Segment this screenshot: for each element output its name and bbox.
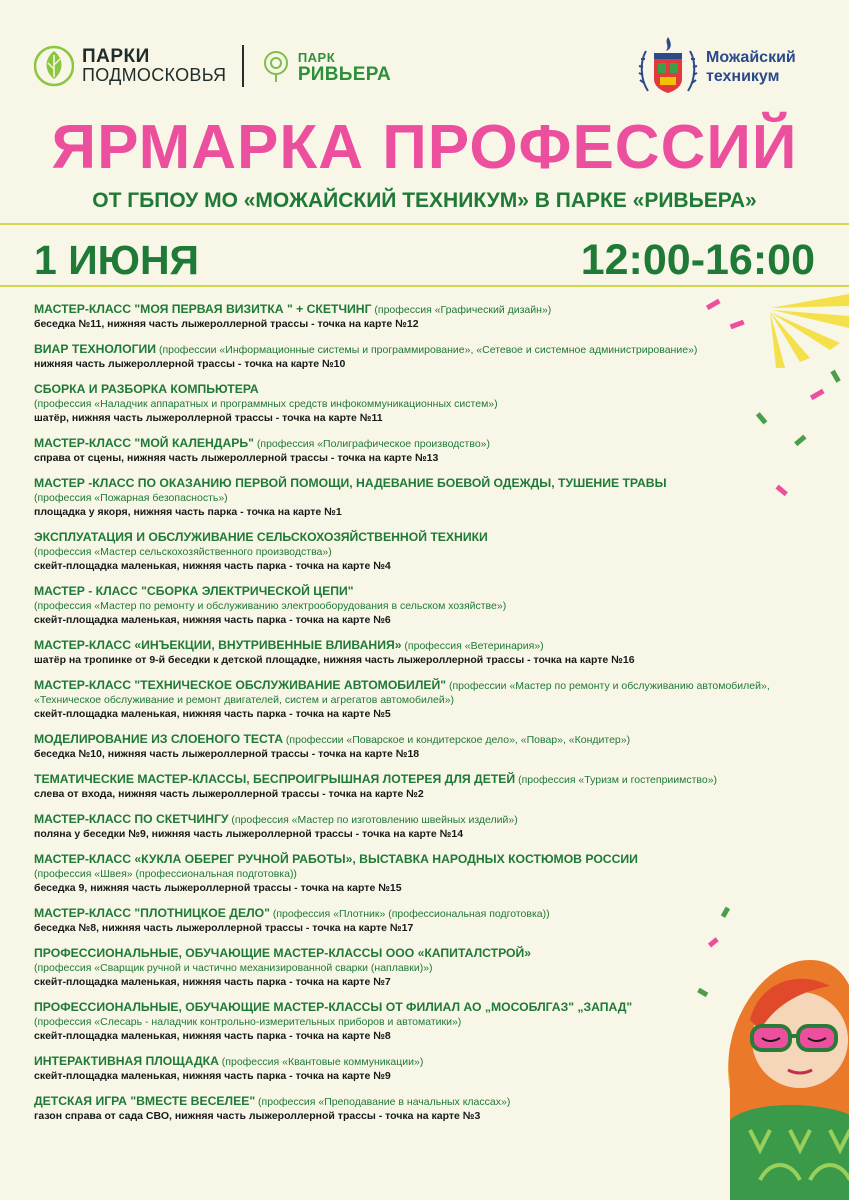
event-title: МАСТЕР -КЛАСС ПО ОКАЗАНИЮ ПЕРВОЙ ПОМОЩИ, НАДЕВАНИЕ БОЕВОЙ ОДЕЖДЫ, ТУШЕНИЕ ТРАВЫ	[34, 476, 667, 490]
event-title: ТЕМАТИЧЕСКИЕ МАСТЕР-КЛАССЫ, БЕСПРОИГРЫШНАЯ ЛОТЕРЕЯ ДЛЯ ДЕТЕЙ	[34, 772, 516, 786]
event-location: скейт-площадка маленькая, нижняя часть парка - точка на карте №8	[34, 1030, 391, 1042]
event-profession-line: (профессия «Пожарная безопасность»)	[34, 492, 228, 504]
event-heading	[34, 302, 834, 317]
event-profession: (профессия «Туризм и гостеприимство»)	[515, 774, 718, 786]
event-location: площадка у якоря, нижняя часть парка - точка на карте №1	[34, 506, 342, 518]
event-heading	[34, 1094, 834, 1109]
event-location: справа от сцены, нижняя часть лыжероллерной трассы - точка на карте №13	[34, 452, 439, 464]
event-heading	[34, 638, 834, 653]
event-title: ВИАР ТЕХНОЛОГИИ	[34, 342, 157, 356]
event-item	[34, 1000, 834, 1043]
event-location: скейт-площадка маленькая, нижняя часть парка - точка на карте №4	[34, 560, 391, 572]
event-profession-line: «Техническое обслуживание и ремонт двигателей, систем и агрегатов автомобилей»)	[34, 694, 455, 706]
divider-bottom	[0, 285, 849, 287]
park-riviera-logo	[260, 49, 391, 83]
event-heading	[34, 946, 834, 961]
event-item	[34, 732, 834, 761]
event-item	[34, 584, 834, 627]
event-date: 1 ИЮНЯ	[34, 237, 200, 283]
event-title: МАСТЕР-КЛАСС "МОЯ ПЕРВАЯ ВИЗИТКА " + СКЕТЧИНГ	[34, 302, 372, 316]
event-heading	[34, 812, 834, 827]
event-title: ПРОФЕССИОНАЛЬНЫЕ, ОБУЧАЮЩИЕ МАСТЕР-КЛАССЫ ОТ ФИЛИАЛ АО „МОСОБЛГАЗ" „ЗАПАД"	[34, 1000, 633, 1014]
event-item	[34, 436, 834, 465]
event-profession: (профессия «Плотник» (профессиональная подготовка))	[269, 908, 550, 920]
event-location: поляна у беседки №9, нижняя часть лыжероллерной трассы - точка на карте №14	[34, 828, 464, 840]
event-profession-line: (профессия «Слесарь - наладчик контрольно-измерительных приборов и автоматики»)	[34, 1016, 462, 1028]
event-item	[34, 852, 834, 895]
event-profession: (профессия «Ветеринария»)	[401, 640, 544, 652]
event-item	[34, 476, 834, 519]
event-item	[34, 812, 834, 841]
event-location: беседка 9, нижняя часть лыжероллерной трассы - точка на карте №15	[34, 882, 402, 894]
event-location: газон справа от сада СВО, нижняя часть лыжероллерной трассы - точка на карте №3	[34, 1110, 481, 1122]
parki-line2: ПОДМОСКОВЬЯ	[82, 65, 227, 85]
event-heading	[34, 436, 834, 451]
event-profession-line: (профессия «Наладчик аппаратных и программных средств инфокоммуникационных систем»)	[34, 398, 498, 410]
event-title: МАСТЕР-КЛАСС "МОЙ КАЛЕНДАРЬ"	[34, 436, 254, 450]
event-location: скейт-площадка маленькая, нижняя часть парка - точка на карте №7	[34, 976, 391, 988]
event-profession: (профессия «Полиграфическое производство»)	[253, 438, 490, 450]
event-profession: (профессии «Поварское и кондитерское дело», «Повар», «Кондитер»)	[283, 734, 631, 746]
event-time: 12:00-16:00	[580, 236, 815, 284]
event-title: ЭКСПЛУАТАЦИЯ И ОБСЛУЖИВАНИЕ СЕЛЬСКОХОЗЯЙСТВЕННОЙ ТЕХНИКИ	[34, 530, 488, 544]
event-title: ПРОФЕССИОНАЛЬНЫЕ, ОБУЧАЮЩИЕ МАСТЕР-КЛАССЫ ООО «КАПИТАЛСТРОЙ»	[34, 946, 532, 960]
event-heading	[34, 476, 834, 491]
event-title: МАСТЕР-КЛАСС «ИНЪЕКЦИИ, ВНУТРИВЕННЫЕ ВЛИВАНИЯ»	[34, 638, 402, 652]
mozh-line2: техникум	[706, 68, 780, 85]
divider-top	[0, 223, 849, 225]
event-item	[34, 1054, 834, 1083]
event-location: слева от входа, нижняя часть лыжероллерной трассы - точка на карте №2	[34, 788, 424, 800]
event-profession: (профессия «Графический дизайн»)	[371, 304, 552, 316]
event-location: скейт-площадка маленькая, нижняя часть парка - точка на карте №9	[34, 1070, 391, 1082]
tree-icon	[260, 49, 292, 83]
event-item	[34, 946, 834, 989]
event-item	[34, 638, 834, 667]
page-subtitle: ОТ ГБПОУ МО «МОЖАЙСКИЙ ТЕХНИКУМ» В ПАРКЕ «РИВЬЕРА»	[92, 189, 757, 212]
logo-divider	[242, 45, 244, 87]
event-profession-line: (профессия «Швея» (профессиональная подготовка))	[34, 868, 297, 880]
event-title: МОДЕЛИРОВАНИЕ ИЗ СЛОЕНОГО ТЕСТА	[34, 732, 283, 746]
event-heading	[34, 852, 834, 867]
riviera-line2: РИВЬЕРА	[297, 64, 392, 85]
event-profession: (профессия «Мастер по изготовлению швейных изделий»)	[228, 814, 518, 826]
event-title: ДЕТСКАЯ ИГРА "ВМЕСТЕ ВЕСЕЛЕЕ"	[34, 1094, 256, 1108]
event-heading	[34, 732, 834, 747]
event-profession-line: (профессия «Сварщик ручной и частично механизированной сварки (наплавки)»)	[34, 962, 433, 974]
event-heading	[34, 342, 834, 357]
mozh-line1: Можайский	[706, 49, 796, 66]
event-item	[34, 530, 834, 573]
event-item	[34, 678, 834, 721]
event-profession: (профессии «Мастер по ремонту и обслуживанию автомобилей»,	[446, 680, 770, 692]
event-profession-line: (профессия «Мастер сельскохозяйственного производства»)	[34, 546, 332, 558]
technikum-emblem-icon	[636, 33, 700, 101]
event-item	[34, 382, 834, 425]
parki-podmoskovya-logo	[34, 45, 226, 87]
mozhaisky-technikum-logo	[636, 33, 796, 101]
partner-logos	[34, 38, 391, 94]
event-profession: (профессия «Преподавание в начальных классах»)	[255, 1096, 511, 1108]
event-profession-line: (профессия «Мастер по ремонту и обслуживанию электрооборудования в сельском хозяйстве»)	[34, 600, 507, 612]
riviera-line1: ПАРК	[297, 50, 336, 65]
event-title: МАСТЕР-КЛАСС "ПЛОТНИЦКОЕ ДЕЛО"	[34, 906, 270, 920]
event-item	[34, 342, 834, 371]
event-heading	[34, 906, 834, 921]
parki-line1: ПАРКИ	[82, 46, 150, 67]
event-title: МАСТЕР-КЛАСС ПО СКЕТЧИНГУ	[34, 812, 229, 826]
event-item	[34, 302, 834, 331]
event-item	[34, 772, 834, 801]
event-title: МАСТЕР-КЛАСС «КУКЛА ОБЕРЕГ РУЧНОЙ РАБОТЫ», ВЫСТАВКА НАРОДНЫХ КОСТЮМОВ РОССИИ	[34, 852, 638, 866]
event-heading	[34, 382, 834, 397]
event-profession: (профессия «Квантовые коммуникации»)	[218, 1056, 424, 1068]
event-heading	[34, 678, 834, 693]
leaf-icon	[34, 45, 74, 87]
event-heading	[34, 1000, 834, 1015]
event-title: МАСТЕР - КЛАСС "СБОРКА ЭЛЕКТРИЧЕСКОЙ ЦЕПИ"	[34, 584, 354, 598]
event-location: нижняя часть лыжероллерной трассы - точка на карте №10	[34, 358, 346, 370]
event-item	[34, 1094, 834, 1123]
event-title: МАСТЕР-КЛАСС "ТЕХНИЧЕСКОЕ ОБСЛУЖИВАНИЕ АВТОМОБИЛЕЙ"	[34, 678, 447, 692]
event-location: беседка №11, нижняя часть лыжероллерной трассы - точка на карте №12	[34, 318, 419, 330]
event-location: скейт-площадка маленькая, нижняя часть парка - точка на карте №5	[34, 708, 391, 720]
event-location: шатёр на тропинке от 9-й беседки к детской площадке, нижняя часть лыжероллерной трассы - точка на карте №16	[34, 654, 635, 666]
event-heading	[34, 584, 834, 599]
event-item	[34, 906, 834, 935]
event-location: шатёр, нижняя часть лыжероллерной трассы - точка на карте №11	[34, 412, 383, 424]
page-title: ЯРМАРКА ПРОФЕССИЙ	[51, 113, 798, 182]
event-title: СБОРКА И РАЗБОРКА КОМПЬЮТЕРА	[34, 382, 259, 396]
event-heading	[34, 772, 834, 787]
event-location: скейт-площадка маленькая, нижняя часть парка - точка на карте №6	[34, 614, 391, 626]
event-location: беседка №10, нижняя часть лыжероллерной трассы - точка на карте №18	[34, 748, 420, 760]
event-heading	[34, 1054, 834, 1069]
event-location: беседка №8, нижняя часть лыжероллерной трассы - точка на карте №17	[34, 922, 414, 934]
event-title: ИНТЕРАКТИВНАЯ ПЛОЩАДКА	[34, 1054, 219, 1068]
event-heading	[34, 530, 834, 545]
event-list	[34, 302, 834, 1134]
event-profession: (профессии «Информационные системы и программирование», «Сетевое и системное администрирование»)	[156, 344, 698, 356]
